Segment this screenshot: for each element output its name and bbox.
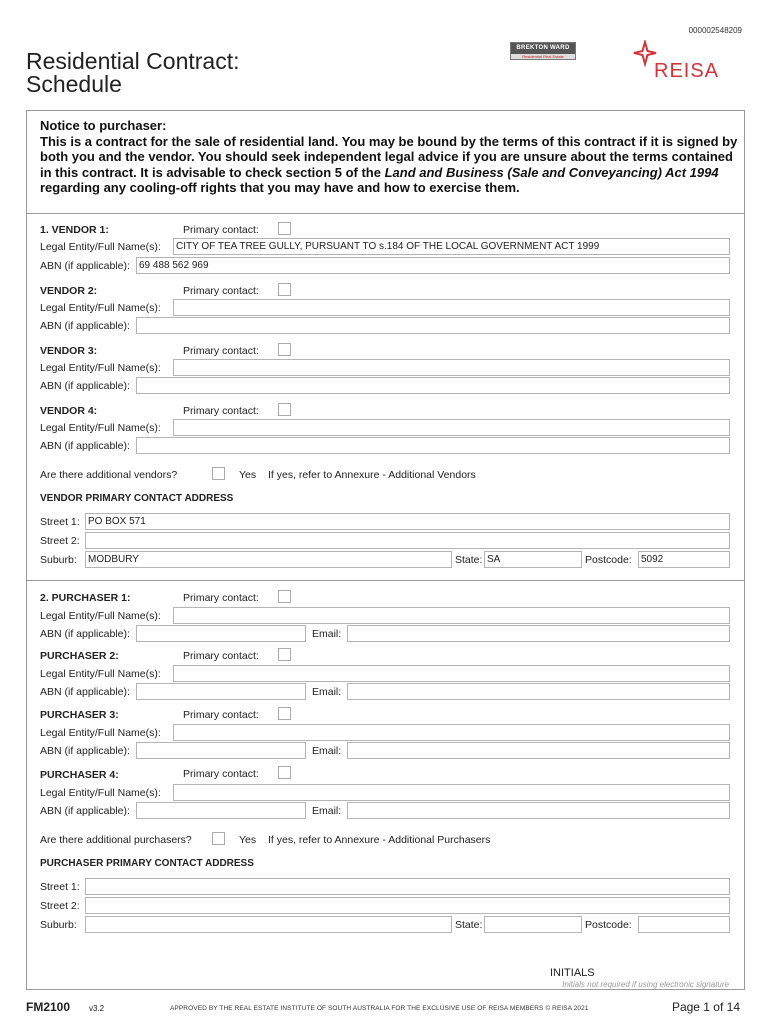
additional-purchasers-checkbox[interactable] [212, 832, 225, 845]
reisa-logo [630, 40, 730, 82]
vendor-4-abn-label: ABN (if applicable): [40, 440, 130, 452]
purchaser-3-abn-field[interactable] [136, 742, 306, 759]
vendor-3-legal-name-field[interactable] [173, 359, 730, 376]
purchaser-3-primary-contact-checkbox[interactable] [278, 707, 291, 720]
vendor-street1-label: Street 1: [40, 516, 80, 528]
vendor-street2-field[interactable] [85, 532, 730, 549]
purchaser-4-primary-contact-checkbox[interactable] [278, 766, 291, 779]
vendor-1-primary-contact-checkbox[interactable] [278, 222, 291, 235]
vendor-1-legal-name-label: Legal Entity/Full Name(s): [40, 241, 161, 253]
initials-note: Initials not required if using electronic signature [562, 980, 729, 989]
additional-purchasers-yes-label: Yes [239, 834, 257, 846]
purchaser-3-heading: PURCHASER 3: [40, 709, 119, 721]
purchaser-3-legal-name-label: Legal Entity/Full Name(s): [40, 727, 161, 739]
vendor-3-abn-label: ABN (if applicable): [40, 380, 130, 392]
notice-heading: Notice to purchaser: [40, 118, 167, 133]
vendor-1-legal-name-field[interactable]: CITY OF TEA TREE GULLY, PURSUANT TO s.184 OF THE LOCAL GOVERNMENT ACT 1999 [173, 238, 730, 255]
purchaser-1-legal-name-label: Legal Entity/Full Name(s): [40, 610, 161, 622]
purchaser-suburb-field[interactable] [85, 916, 452, 933]
purchaser-2-legal-name-field[interactable] [173, 665, 730, 682]
purchaser-2-legal-name-label: Legal Entity/Full Name(s): [40, 668, 161, 680]
vendor-2-legal-name-field[interactable] [173, 299, 730, 316]
purchaser-1-email-field[interactable] [347, 625, 730, 642]
vendor-address-heading: VENDOR PRIMARY CONTACT ADDRESS [40, 493, 234, 504]
vendor-postcode-field[interactable]: 5092 [638, 551, 730, 568]
page-title-line1: Residential Contract: [26, 48, 240, 74]
vendor-street1-field[interactable]: PO BOX 571 [85, 513, 730, 530]
vendor-2-legal-name-label: Legal Entity/Full Name(s): [40, 302, 161, 314]
purchaser-1-abn-field[interactable] [136, 625, 306, 642]
purchaser-4-primary-contact-label: Primary contact: [183, 768, 259, 780]
purchaser-street2-label: Street 2: [40, 900, 80, 912]
vendor-2-primary-contact-checkbox[interactable] [278, 283, 291, 296]
vendor-street2-label: Street 2: [40, 535, 80, 547]
vendor-3-legal-name-label: Legal Entity/Full Name(s): [40, 362, 161, 374]
vendor-1-heading: 1. VENDOR 1: [40, 224, 109, 236]
vendor-2-abn-label: ABN (if applicable): [40, 320, 130, 332]
vendor-1-abn-label: ABN (if applicable): [40, 260, 130, 272]
purchaser-2-primary-contact-label: Primary contact: [183, 650, 259, 662]
additional-vendors-note: If yes, refer to Annexure - Additional Vendors [268, 469, 476, 481]
page-title-line2: Schedule [26, 71, 122, 97]
vendor-3-abn-field[interactable] [136, 377, 730, 394]
agency-logo-name: BREKTON WARD [511, 43, 575, 54]
purchaser-street1-label: Street 1: [40, 881, 80, 893]
purchaser-4-heading: PURCHASER 4: [40, 769, 119, 781]
vendor-state-field[interactable]: SA [484, 551, 582, 568]
additional-vendors-checkbox[interactable] [212, 467, 225, 480]
vendor-4-primary-contact-checkbox[interactable] [278, 403, 291, 416]
purchaser-4-legal-name-label: Legal Entity/Full Name(s): [40, 787, 161, 799]
purchaser-1-heading: 2. PURCHASER 1: [40, 592, 131, 604]
purchaser-4-abn-label: ABN (if applicable): [40, 805, 130, 817]
notice-text-b: regarding any cooling-off rights that you may have and how to exercise them. [40, 180, 520, 195]
purchaser-3-legal-name-field[interactable] [173, 724, 730, 741]
vendor-3-primary-contact-checkbox[interactable] [278, 343, 291, 356]
purchaser-3-email-label: Email: [312, 745, 342, 757]
vendor-4-legal-name-field[interactable] [173, 419, 730, 436]
vendor-3-heading: VENDOR 3: [40, 345, 98, 357]
purchaser-postcode-field[interactable] [638, 916, 730, 933]
notice-body [40, 134, 740, 196]
notice-to-purchaser [40, 118, 740, 196]
purchaser-street1-field[interactable] [85, 878, 730, 895]
additional-vendors-question: Are there additional vendors? [40, 469, 178, 481]
purchaser-2-primary-contact-checkbox[interactable] [278, 648, 291, 661]
form-code: FM2100 [26, 1000, 71, 1014]
vendor-4-primary-contact-label: Primary contact: [183, 405, 259, 417]
purchaser-2-email-label: Email: [312, 686, 342, 698]
page-number: Page 1 of 14 [671, 1000, 740, 1014]
purchaser-1-legal-name-field[interactable] [173, 607, 730, 624]
purchaser-1-primary-contact-label: Primary contact: [183, 592, 259, 604]
document-number: 000002548209 [688, 26, 742, 35]
purchaser-4-abn-field[interactable] [136, 802, 306, 819]
vendor-2-heading: VENDOR 2: [40, 285, 98, 297]
purchaser-4-legal-name-field[interactable] [173, 784, 730, 801]
purchaser-street2-field[interactable] [85, 897, 730, 914]
vendor-4-heading: VENDOR 4: [40, 405, 98, 417]
notice-divider [27, 213, 744, 214]
purchaser-state-label: State: [455, 919, 483, 931]
initials-label: INITIALS [550, 967, 595, 979]
vendor-1-abn-field[interactable]: 69 488 562 969 [136, 257, 730, 274]
purchaser-postcode-label: Postcode: [585, 919, 632, 931]
vendor-suburb-label: Suburb: [40, 554, 77, 566]
purchaser-3-abn-label: ABN (if applicable): [40, 745, 130, 757]
purchaser-1-primary-contact-checkbox[interactable] [278, 590, 291, 603]
purchaser-4-email-label: Email: [312, 805, 342, 817]
additional-vendors-yes-label: Yes [239, 469, 257, 481]
purchaser-2-email-field[interactable] [347, 683, 730, 700]
vendor-4-legal-name-label: Legal Entity/Full Name(s): [40, 422, 161, 434]
vendor-state-label: State: [455, 554, 483, 566]
agency-logo-tagline: Residential Real Estate [522, 54, 564, 59]
purchaser-2-abn-field[interactable] [136, 683, 306, 700]
vendor-1-primary-contact-label: Primary contact: [183, 224, 259, 236]
vendor-suburb-field[interactable]: MODBURY [85, 551, 452, 568]
purchaser-1-email-label: Email: [312, 628, 342, 640]
vendor-3-primary-contact-label: Primary contact: [183, 345, 259, 357]
agency-logo [510, 42, 576, 60]
vendor-2-primary-contact-label: Primary contact: [183, 285, 259, 297]
notice-act-name: Land and Business (Sale and Conveyancing) Act 1994 [384, 164, 719, 180]
form-version: v3.2 [89, 1004, 105, 1013]
vendor-postcode-label: Postcode: [585, 554, 632, 566]
purchaser-3-primary-contact-label: Primary contact: [183, 709, 259, 721]
additional-purchasers-note: If yes, refer to Annexure - Additional Purchasers [268, 834, 491, 846]
purchaser-state-field[interactable] [484, 916, 582, 933]
purchaser-4-email-field[interactable] [347, 802, 730, 819]
purchaser-2-abn-label: ABN (if applicable): [40, 686, 130, 698]
additional-purchasers-question: Are there additional purchasers? [40, 834, 192, 846]
reisa-logo-text: REISA [654, 60, 720, 82]
purchaser-2-heading: PURCHASER 2: [40, 650, 119, 662]
approval-notice: APPROVED BY THE REAL ESTATE INSTITUTE OF SOUTH AUSTRALIA FOR THE EXCLUSIVE USE OF REISA MEMBERS © REISA 2021 [170, 1005, 589, 1012]
page-title [26, 50, 240, 96]
vendor-4-abn-field[interactable] [136, 437, 730, 454]
purchaser-3-email-field[interactable] [347, 742, 730, 759]
section-divider [27, 580, 744, 581]
purchaser-suburb-label: Suburb: [40, 919, 77, 931]
purchaser-1-abn-label: ABN (if applicable): [40, 628, 130, 640]
purchaser-address-heading: PURCHASER PRIMARY CONTACT ADDRESS [40, 858, 254, 869]
notice-text-a: This is a contract for the sale of residential land. You may be bound by the terms of this contract if it is signed by both you and the vendor. You should seek independent legal advice if you are unsure about the terms contained in this contract. It is advisable to check section 5 of the [40, 133, 738, 180]
vendor-2-abn-field[interactable] [136, 317, 730, 334]
